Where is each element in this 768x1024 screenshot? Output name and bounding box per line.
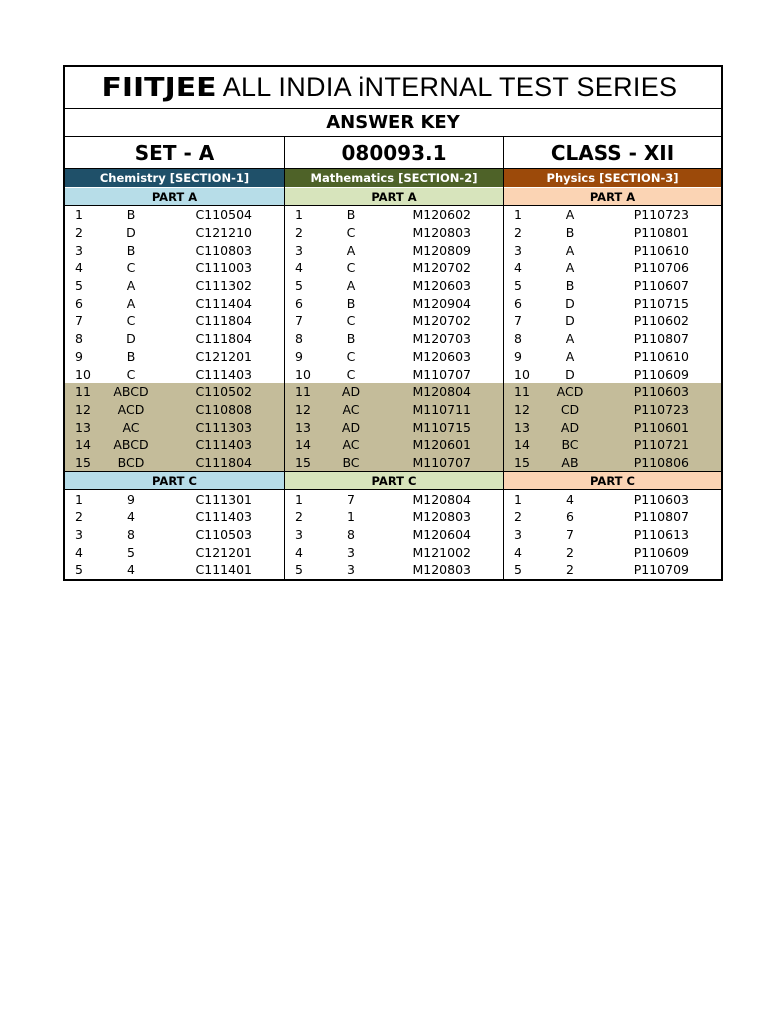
question-number: 1: [295, 207, 303, 223]
question-number: 10: [75, 366, 91, 382]
answer-value: A: [126, 295, 136, 311]
question-code: P110603: [633, 384, 689, 400]
question-number: 9: [514, 348, 522, 364]
question-number: 13: [295, 419, 311, 435]
mathematics-multi-answer-block: [285, 383, 503, 471]
table-row: [504, 508, 721, 526]
question-number: 1: [514, 207, 522, 223]
physics-section-header: Physics [SECTION-3]: [504, 169, 721, 187]
answer-value: AD: [341, 384, 361, 400]
question-number: 7: [295, 313, 303, 329]
question-code: C111302: [195, 278, 252, 294]
question-code: P110613: [633, 527, 689, 543]
mathematics-part-c-header: PART C: [285, 471, 503, 490]
table-row: [285, 312, 503, 330]
answer-value: 6: [566, 509, 574, 525]
question-number: 4: [75, 260, 83, 276]
physics-multi-answer-block: [504, 383, 721, 471]
question-code: M120603: [412, 278, 471, 294]
question-number: 10: [295, 366, 311, 382]
question-number: 2: [295, 225, 303, 241]
answer-value: A: [565, 242, 575, 258]
question-number: 5: [514, 278, 522, 294]
answer-value: C: [126, 260, 136, 276]
question-number: 11: [75, 384, 91, 400]
page-title: ALL INDIA iNTERNAL TEST SERIES: [222, 72, 678, 102]
question-code: M120603: [412, 348, 471, 364]
table-row: [285, 224, 503, 242]
answer-value: BC: [561, 437, 579, 453]
question-code: P110709: [633, 562, 689, 578]
answer-value: A: [346, 278, 356, 294]
question-number: 8: [295, 331, 303, 347]
answer-value: A: [346, 242, 356, 258]
question-code: M121002: [412, 544, 471, 560]
question-code: C110504: [195, 207, 252, 223]
answer-value: B: [346, 207, 356, 223]
table-row: [504, 224, 721, 242]
table-row: [65, 543, 284, 561]
answer-value: D: [565, 366, 575, 382]
table-row: [504, 365, 721, 383]
answer-value: A: [126, 278, 136, 294]
question-code: P110807: [633, 509, 689, 525]
answer-value: 2: [566, 562, 574, 578]
fiitjee-logo: FIITJEE: [101, 72, 217, 103]
table-row: [504, 348, 721, 366]
question-number: 14: [295, 437, 311, 453]
paper-code: 080093.1: [284, 137, 503, 168]
question-code: M120703: [412, 331, 471, 347]
question-code: M110711: [412, 401, 471, 417]
table-row: [65, 508, 284, 526]
question-number: 13: [75, 419, 91, 435]
table-row: [285, 259, 503, 277]
table-row: [65, 436, 284, 454]
answer-value: A: [565, 348, 575, 364]
answer-value: 7: [566, 527, 574, 543]
answer-value: 9: [127, 491, 135, 507]
set-label: SET - A: [134, 140, 215, 165]
table-row: [65, 277, 284, 295]
question-number: 9: [75, 348, 83, 364]
answer-value: D: [565, 295, 575, 311]
question-number: 4: [75, 544, 83, 560]
table-row: [504, 312, 721, 330]
answer-value: 4: [566, 491, 574, 507]
class-label: CLASS - XII: [503, 137, 721, 168]
question-number: 6: [75, 295, 83, 311]
question-code: C111804: [195, 313, 252, 329]
question-code: M110707: [412, 366, 471, 382]
chemistry-multi-answer-block: [65, 383, 284, 471]
table-row: [65, 206, 284, 224]
question-code: M120904: [412, 295, 471, 311]
answer-value: 2: [566, 544, 574, 560]
answer-value: B: [565, 278, 575, 294]
question-code: P110601: [633, 419, 689, 435]
question-number: 4: [295, 544, 303, 560]
answer-value: A: [565, 207, 575, 223]
question-code: C111403: [195, 366, 252, 382]
question-number: 6: [295, 295, 303, 311]
question-number: 5: [514, 562, 522, 578]
question-number: 1: [514, 491, 522, 507]
question-number: 5: [75, 562, 83, 578]
answer-key-heading: ANSWER KEY: [65, 109, 721, 137]
question-code: C111303: [195, 419, 252, 435]
answer-value: D: [565, 313, 575, 329]
question-number: 12: [514, 401, 530, 417]
table-row: [285, 294, 503, 312]
question-code: C110503: [195, 527, 252, 543]
question-number: 4: [514, 260, 522, 276]
question-number: 8: [75, 331, 83, 347]
answer-value: ABCD: [113, 384, 149, 400]
answer-value: A: [565, 260, 575, 276]
question-code: C121201: [195, 348, 252, 364]
table-row: [504, 259, 721, 277]
table-row: [65, 365, 284, 383]
question-number: 3: [514, 242, 522, 258]
question-number: 7: [514, 313, 522, 329]
table-row: [65, 330, 284, 348]
question-code: C111403: [195, 509, 252, 525]
question-code: P110609: [633, 544, 689, 560]
table-row: [504, 383, 721, 401]
mathematics-column: [284, 169, 503, 579]
answer-value: B: [346, 331, 356, 347]
question-number: 11: [514, 384, 530, 400]
table-row: [285, 490, 503, 508]
question-code: C111003: [195, 260, 252, 276]
question-code: M120602: [412, 207, 471, 223]
answer-value: 5: [127, 544, 135, 560]
question-number: 2: [514, 509, 522, 525]
answer-value: B: [346, 295, 356, 311]
question-code: C111301: [195, 491, 252, 507]
question-number: 11: [295, 384, 311, 400]
answer-value: AC: [122, 419, 140, 435]
question-code: P110609: [633, 366, 689, 382]
table-row: [285, 526, 503, 544]
question-code: C111401: [195, 562, 252, 578]
table-row: [504, 490, 721, 508]
answer-value: 8: [347, 527, 355, 543]
question-number: 5: [75, 278, 83, 294]
question-number: 2: [75, 225, 83, 241]
answer-value: C: [126, 366, 136, 382]
answer-value: BC: [342, 454, 360, 470]
table-row: [285, 241, 503, 259]
table-row: [65, 241, 284, 259]
table-row: [504, 206, 721, 224]
question-code: M120702: [412, 313, 471, 329]
question-number: 14: [75, 437, 91, 453]
answer-value: 4: [127, 562, 135, 578]
mathematics-part-a-header: PART A: [285, 187, 503, 206]
question-code: C121210: [195, 225, 252, 241]
answer-value: AD: [341, 419, 361, 435]
answer-value: D: [126, 331, 136, 347]
question-number: 13: [514, 419, 530, 435]
question-number: 1: [295, 491, 303, 507]
meta-row: [65, 137, 721, 169]
table-row: [285, 365, 503, 383]
table-row: [65, 224, 284, 242]
question-number: 2: [295, 509, 303, 525]
question-number: 15: [295, 454, 311, 470]
question-code: C121201: [195, 544, 252, 560]
table-row: [285, 401, 503, 419]
question-code: M120809: [412, 242, 471, 258]
answer-value: ACD: [556, 384, 584, 400]
answer-value: AC: [342, 437, 360, 453]
table-row: [285, 418, 503, 436]
question-code: M110715: [412, 419, 471, 435]
question-code: M120702: [412, 260, 471, 276]
question-code: M120601: [412, 437, 471, 453]
table-row: [65, 312, 284, 330]
question-number: 3: [514, 527, 522, 543]
answer-value: B: [126, 348, 136, 364]
table-row: [285, 454, 503, 472]
answer-value: ABCD: [113, 437, 149, 453]
question-number: 2: [75, 509, 83, 525]
title-row: [65, 67, 721, 109]
table-row: [285, 561, 503, 579]
physics-part-c-header: PART C: [504, 471, 721, 490]
answer-value: C: [126, 313, 136, 329]
chemistry-part-c-header: PART C: [65, 471, 284, 490]
answer-value: AD: [560, 419, 580, 435]
answer-value: B: [126, 242, 136, 258]
question-code: P110801: [633, 225, 689, 241]
answer-value: B: [565, 225, 575, 241]
question-code: C111804: [195, 331, 252, 347]
table-row: [504, 454, 721, 472]
table-row: [504, 241, 721, 259]
question-code: P110723: [633, 207, 689, 223]
answer-value: C: [346, 313, 356, 329]
question-number: 12: [75, 401, 91, 417]
physics-part-a-header: PART A: [504, 187, 721, 206]
question-code: M110707: [412, 454, 471, 470]
chemistry-part-a-header: PART A: [65, 187, 284, 206]
question-number: 5: [295, 278, 303, 294]
question-number: 5: [295, 562, 303, 578]
chemistry-section-header: Chemistry [SECTION-1]: [65, 169, 284, 187]
question-number: 9: [295, 348, 303, 364]
question-code: C111804: [195, 454, 252, 470]
table-row: [285, 277, 503, 295]
table-row: [65, 294, 284, 312]
question-number: 4: [295, 260, 303, 276]
answer-value: ACD: [117, 401, 145, 417]
physics-column: [503, 169, 721, 579]
question-code: P110607: [633, 278, 689, 294]
answer-value: 3: [347, 562, 355, 578]
question-code: P110807: [633, 331, 689, 347]
question-number: 8: [514, 331, 522, 347]
question-number: 6: [514, 295, 522, 311]
table-row: [65, 561, 284, 579]
answer-value: C: [346, 366, 356, 382]
answer-value: A: [565, 331, 575, 347]
question-code: P110715: [633, 295, 689, 311]
question-code: P110603: [633, 491, 689, 507]
table-row: [504, 436, 721, 454]
answer-value: 3: [347, 544, 355, 560]
question-code: M120604: [412, 527, 471, 543]
question-number: 3: [295, 242, 303, 258]
mathematics-section-header: Mathematics [SECTION-2]: [285, 169, 503, 187]
table-row: [65, 383, 284, 401]
table-row: [504, 418, 721, 436]
table-row: [285, 508, 503, 526]
answer-value: 1: [347, 509, 355, 525]
answer-value: B: [126, 207, 136, 223]
question-number: 4: [514, 544, 522, 560]
table-row: [65, 526, 284, 544]
question-number: 1: [75, 491, 83, 507]
chemistry-column: [65, 169, 284, 579]
question-code: C110803: [195, 242, 252, 258]
question-code: P110706: [633, 260, 689, 276]
table-row: [504, 277, 721, 295]
question-number: 1: [75, 207, 83, 223]
answer-value: D: [126, 225, 136, 241]
question-code: C111404: [195, 295, 252, 311]
question-code: M120803: [412, 562, 471, 578]
answer-value: C: [346, 225, 356, 241]
question-code: P110723: [633, 401, 689, 417]
answer-value: CD: [560, 401, 580, 417]
answer-value: 4: [127, 509, 135, 525]
table-row: [65, 259, 284, 277]
question-code: M120803: [412, 225, 471, 241]
question-number: 7: [75, 313, 83, 329]
table-row: [285, 330, 503, 348]
table-row: [65, 348, 284, 366]
table-row: [285, 206, 503, 224]
table-row: [65, 401, 284, 419]
question-number: 3: [75, 527, 83, 543]
table-row: [504, 543, 721, 561]
table-row: [65, 454, 284, 472]
table-row: [504, 401, 721, 419]
question-number: 15: [75, 454, 91, 470]
table-row: [285, 436, 503, 454]
question-code: P110806: [633, 454, 689, 470]
table-row: [504, 330, 721, 348]
table-row: [504, 294, 721, 312]
table-row: [285, 348, 503, 366]
question-number: 12: [295, 401, 311, 417]
question-code: C110502: [195, 384, 252, 400]
answer-key-sheet: [63, 65, 723, 581]
question-code: P110610: [633, 242, 689, 258]
question-code: P110610: [633, 348, 689, 364]
answer-value: 7: [347, 491, 355, 507]
question-code: C110808: [195, 401, 252, 417]
answer-value: AC: [342, 401, 360, 417]
table-row: [504, 526, 721, 544]
table-row: [65, 418, 284, 436]
question-code: M120804: [412, 384, 471, 400]
question-code: P110602: [633, 313, 689, 329]
question-number: 2: [514, 225, 522, 241]
answer-value: C: [346, 348, 356, 364]
question-number: 10: [514, 366, 530, 382]
answer-value: BCD: [117, 454, 145, 470]
answer-value: AB: [561, 454, 579, 470]
question-number: 3: [75, 242, 83, 258]
question-code: C111403: [195, 437, 252, 453]
table-row: [504, 561, 721, 579]
table-row: [65, 490, 284, 508]
sections-columns: [65, 169, 721, 579]
question-number: 14: [514, 437, 530, 453]
question-code: P110721: [633, 437, 689, 453]
table-row: [285, 543, 503, 561]
table-row: [285, 383, 503, 401]
question-code: M120803: [412, 509, 471, 525]
question-number: 15: [514, 454, 530, 470]
question-code: M120804: [412, 491, 471, 507]
answer-value: C: [346, 260, 356, 276]
question-number: 3: [295, 527, 303, 543]
answer-value: 8: [127, 527, 135, 543]
